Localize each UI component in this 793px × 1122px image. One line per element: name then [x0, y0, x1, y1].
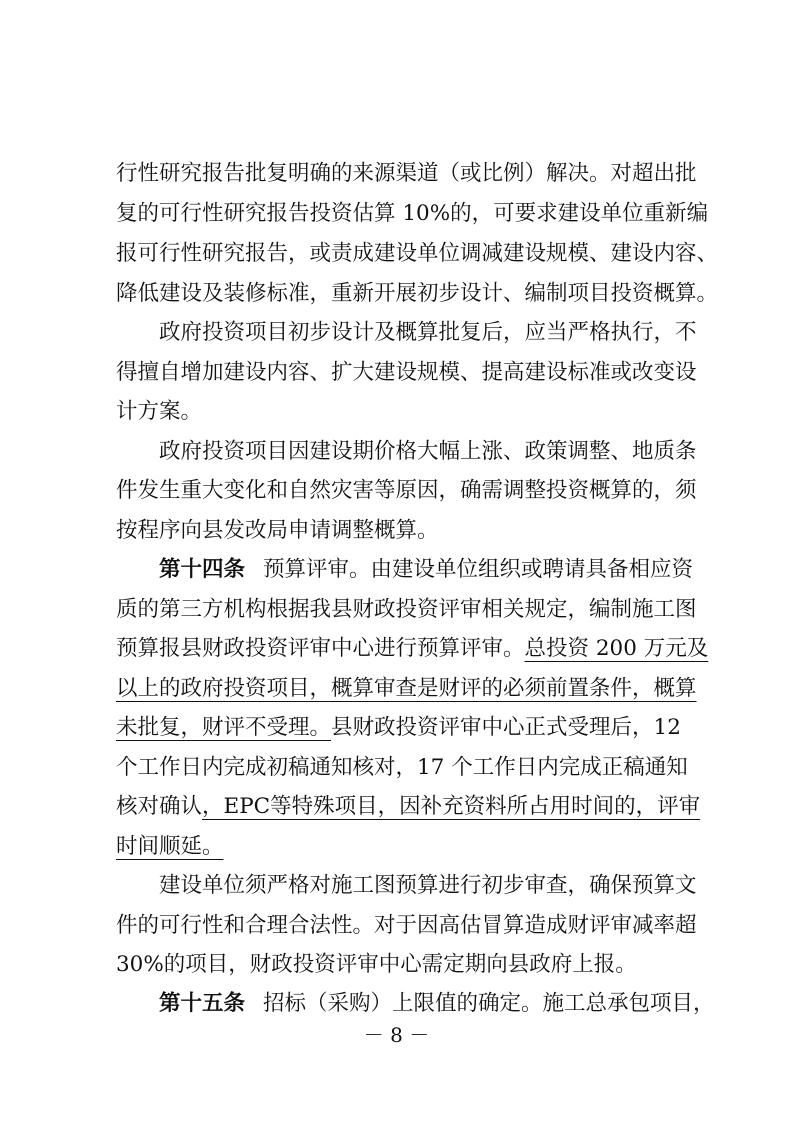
plain-text: 县财政投资评审中心正式受理后，12 [331, 715, 681, 740]
text-line: 报可行性研究报告，或责成建设单位调减建设规模、建设内容、 [116, 241, 719, 266]
page-number: － 8 － [363, 1023, 430, 1047]
text-line: 按程序向县发改局申请调整概算。 [116, 518, 439, 543]
text-line: 计方案。 [116, 399, 203, 424]
text-line: 政府投资项目因建设期价格大幅上涨、政策调整、地质条 [159, 439, 697, 464]
text-line: 质的第三方机构根据我县财政投资评审相关规定，编制施工图 [116, 597, 697, 622]
article-14-text: 预算评审。由建设单位组织或聘请具备相应资 [263, 557, 694, 582]
underlined-text: 时间顺延。 [116, 834, 224, 859]
text-line: 件的可行性和合理合法性。对于因高估冒算造成财评审减率超 [116, 913, 697, 938]
text-line: 得擅自增加建设内容、扩大建设规模、提高建设标准或改变设 [116, 360, 697, 385]
text-line: 件发生重大变化和自然灾害等原因，确需调整投资概算的，须 [116, 478, 697, 503]
underlined-text: ，EPC等特殊项目，因补充资料所占用时间的，评审 [202, 794, 701, 819]
text-line [116, 633, 709, 665]
underlined-text: 总投资 200 万元及 [524, 636, 709, 661]
text-line: 建设单位须严格对施工图预算进行初步审查，确保预算文 [159, 873, 697, 898]
text-line: 政府投资项目初步设计及概算批复后，应当严格执行，不 [159, 320, 697, 345]
text-line: 个工作日内完成初稿通知核对，17 个工作日内完成正稿通知 [116, 755, 688, 780]
plain-text: 预算报县财政投资评审中心进行预算评审。 [116, 636, 525, 661]
text-line: 复的可行性研究报告投资估算 10%的，可要求建设单位重新编 [116, 201, 709, 226]
text-line: 降低建设及装修标准，重新开展初步设计、编制项目投资概算。 [116, 281, 719, 306]
underlined-line: 以上的政府投资项目，概算审查是财评的必须前置条件，概算 [116, 676, 697, 701]
text-line: 行性研究报告批复明确的来源渠道（或比例）解决。对超出批 [116, 161, 697, 186]
article-14-line [159, 554, 694, 586]
underlined-text: 未批复，财评不受理。 [116, 715, 332, 740]
article-14-heading: 第十四条 [159, 557, 246, 582]
article-15-text: 招标（采购）上限值的确定。施工总承包项目， [263, 991, 715, 1016]
plain-text: 核对确认 [116, 794, 203, 819]
article-15-heading: 第十五条 [159, 991, 246, 1016]
text-line: 30%的项目，财政投资评审中心需定期向县政府上报。 [116, 952, 637, 977]
text-line [116, 712, 680, 744]
text-line [116, 831, 680, 863]
text-line [116, 791, 701, 823]
article-15-line [159, 988, 715, 1020]
